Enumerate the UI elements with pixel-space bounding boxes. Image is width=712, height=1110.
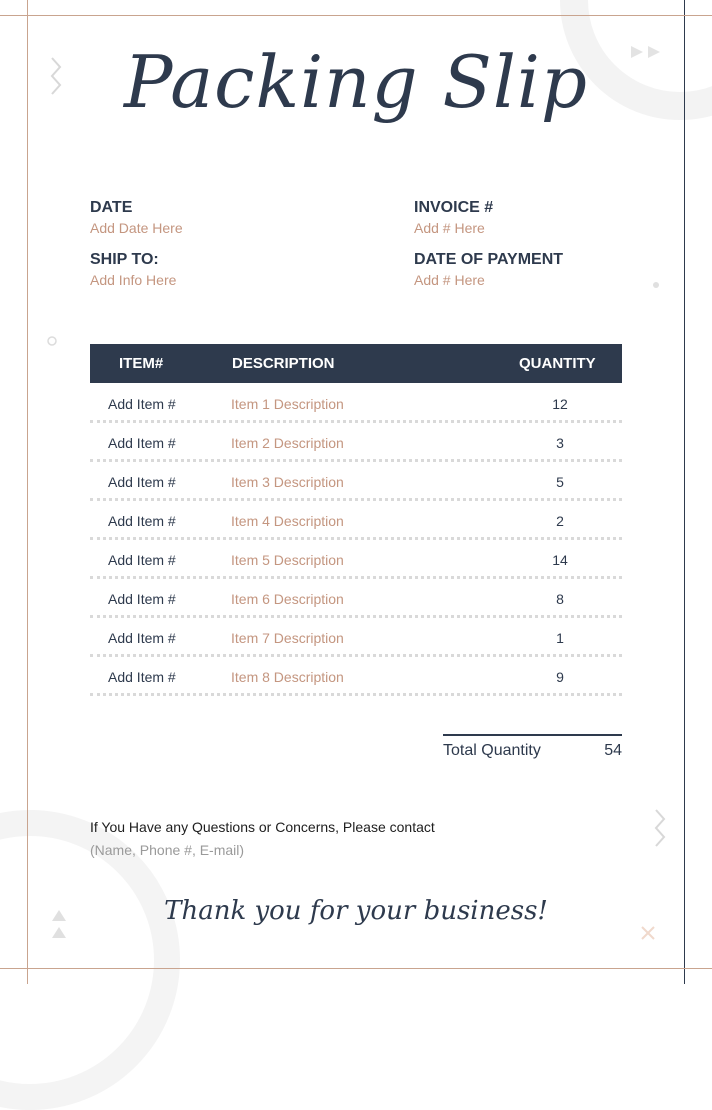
- date-value[interactable]: Add Date Here: [90, 220, 183, 236]
- header-item: ITEM#: [119, 355, 164, 372]
- row-item-number[interactable]: Add Item #: [108, 591, 176, 607]
- row-divider: [90, 693, 622, 696]
- table-header: [90, 344, 622, 383]
- row-quantity[interactable]: 9: [556, 669, 564, 685]
- frame-line-right: [684, 0, 685, 984]
- row-description[interactable]: Item 3 Description: [231, 474, 344, 490]
- date-label: DATE: [90, 199, 133, 216]
- table-row: [90, 501, 622, 540]
- row-item-number[interactable]: Add Item #: [108, 474, 176, 490]
- row-quantity[interactable]: 8: [556, 591, 564, 607]
- page-title: Packing Slip: [124, 40, 588, 124]
- dot-icon: [652, 281, 660, 289]
- date-of-payment-label: DATE OF PAYMENT: [414, 251, 564, 268]
- frame-line-bottom: [0, 968, 712, 969]
- row-item-number[interactable]: Add Item #: [108, 513, 176, 529]
- row-quantity[interactable]: 2: [556, 513, 564, 529]
- row-description[interactable]: Item 4 Description: [231, 513, 344, 529]
- invoice-label: INVOICE #: [414, 199, 494, 216]
- table-row: [90, 579, 622, 618]
- row-description[interactable]: Item 6 Description: [231, 591, 344, 607]
- invoice-value[interactable]: Add # Here: [414, 220, 485, 236]
- table-row: [90, 540, 622, 579]
- cross-icon: [640, 925, 656, 941]
- date-of-payment-value[interactable]: Add # Here: [414, 272, 485, 288]
- header-quantity: QUANTITY: [519, 355, 596, 372]
- total-quantity-label: Total Quantity: [443, 742, 541, 759]
- row-description[interactable]: Item 8 Description: [231, 669, 344, 685]
- row-quantity[interactable]: 14: [552, 552, 568, 568]
- ship-to-value[interactable]: Add Info Here: [90, 272, 177, 288]
- row-quantity[interactable]: 1: [556, 630, 564, 646]
- frame-line-top: [0, 15, 712, 16]
- row-quantity[interactable]: 3: [556, 435, 564, 451]
- row-description[interactable]: Item 1 Description: [231, 396, 344, 412]
- row-item-number[interactable]: Add Item #: [108, 396, 176, 412]
- frame-line-left: [27, 0, 28, 984]
- total-quantity-value: 54: [604, 742, 622, 759]
- table-row: [90, 423, 622, 462]
- table-row: [90, 462, 622, 501]
- table-row: [90, 657, 622, 696]
- row-quantity[interactable]: 5: [556, 474, 564, 490]
- thank-you-message: Thank you for your business!: [164, 896, 548, 926]
- total-divider: [443, 734, 622, 736]
- row-item-number[interactable]: Add Item #: [108, 630, 176, 646]
- row-description[interactable]: Item 2 Description: [231, 435, 344, 451]
- header-description: DESCRIPTION: [232, 355, 335, 372]
- zigzag-icon-right: [652, 808, 668, 850]
- row-item-number[interactable]: Add Item #: [108, 435, 176, 451]
- table-row: [90, 618, 622, 657]
- row-quantity[interactable]: 12: [552, 396, 568, 412]
- contact-message: If You Have any Questions or Concerns, Please contact: [90, 819, 435, 835]
- table-row: [90, 384, 622, 423]
- row-description[interactable]: Item 5 Description: [231, 552, 344, 568]
- contact-details[interactable]: (Name, Phone #, E-mail): [90, 842, 245, 858]
- ship-to-label: SHIP TO:: [90, 251, 159, 268]
- row-description[interactable]: Item 7 Description: [231, 630, 344, 646]
- row-item-number[interactable]: Add Item #: [108, 552, 176, 568]
- circle-outline-icon: [46, 335, 58, 347]
- row-item-number[interactable]: Add Item #: [108, 669, 176, 685]
